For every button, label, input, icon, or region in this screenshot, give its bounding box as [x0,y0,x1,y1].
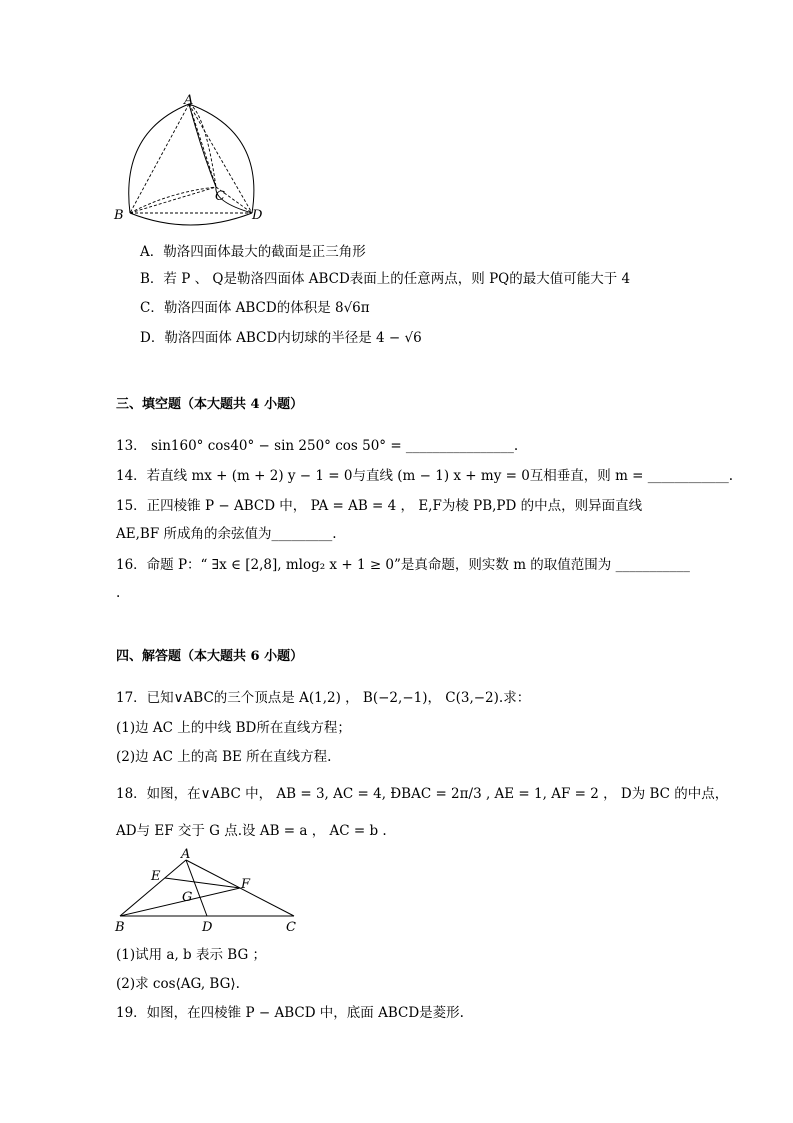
option-d: D．勒洛四面体 ABCD内切球的半径是 4 − √6 [140,330,422,346]
question-16-line1: 16．命题 P：“ ∃x ∈ [2,8], mlog₂ x + 1 ≥ 0”是真命题，则实数 m 的取值范围为 ___________ [116,557,690,573]
label-f: F [241,877,251,892]
question-17: 17．已知∨ABC的三个顶点是 A(1,2) ， B(−2,−1)， C(3,−2).求： [116,690,531,706]
question-18-part1: (1)试用 a, b 表示 BG ； [116,947,267,963]
label-c: C [286,920,296,935]
question-15-line2: AE,BF 所成角的余弦值为_________. [116,526,337,542]
question-17-part2: (2)边 AC 上的高 BE 所在直线方程. [116,749,332,765]
question-16-line2: . [116,585,121,601]
question-17-part1: (1)边 AC 上的中线 BD所在直线方程； [116,720,351,736]
label-b: B [115,920,125,935]
question-14: 14．若直线 mx + (m + 2) y − 1 = 0与直线 (m − 1) x + my = 0互相垂直，则 m = ____________. [116,468,734,484]
option-a: A．勒洛四面体最大的截面是正三角形 [140,244,366,260]
question-19: 19．如图，在四棱锥 P − ABCD 中，底面 ABCD是菱形. [116,1005,464,1021]
question-18-part2: (2)求 cos⟨AG, BG⟩. [116,976,240,992]
label-e: E [151,869,161,884]
option-c: C．勒洛四面体 ABCD的体积是 8√6π [140,300,370,316]
question-15-line1: 15．正四棱锥 P − ABCD 中， PA = AB = 4 ， E,F为棱 PB,PD 的中点，则异面直线 [116,498,643,514]
option-b: B．若 P 、 Q是勒洛四面体 ABCD表面上的任意两点，则 PQ的最大值可能大于 4 [140,271,631,287]
label-g: G [182,890,193,905]
section-4-heading: 四、解答题（本大题共 6 小题） [116,649,304,664]
reuleaux-tetrahedron-figure [110,92,270,232]
label-d: D [252,208,263,223]
label-d: D [202,920,213,935]
triangle-abc-figure [110,846,310,938]
question-18-line1: 18．如图，在∨ABC 中， AB = 3, AC = 4, ÐBAC = 2π/3 , AE = 1, AF = 2 ， D为 BC 的中点， [116,786,729,802]
label-a: A [181,847,191,862]
label-c: C [215,189,225,204]
question-18-line2: AD与 EF 交于 G 点.设 AB = a ， AC = b . [116,823,387,839]
section-3-heading: 三、填空题（本大题共 4 小题） [116,397,304,412]
question-13: 13． sin160° cos40° − sin 250° cos 50° = ________________. [116,438,519,454]
label-a: A [184,93,194,108]
label-b: B [114,208,124,223]
